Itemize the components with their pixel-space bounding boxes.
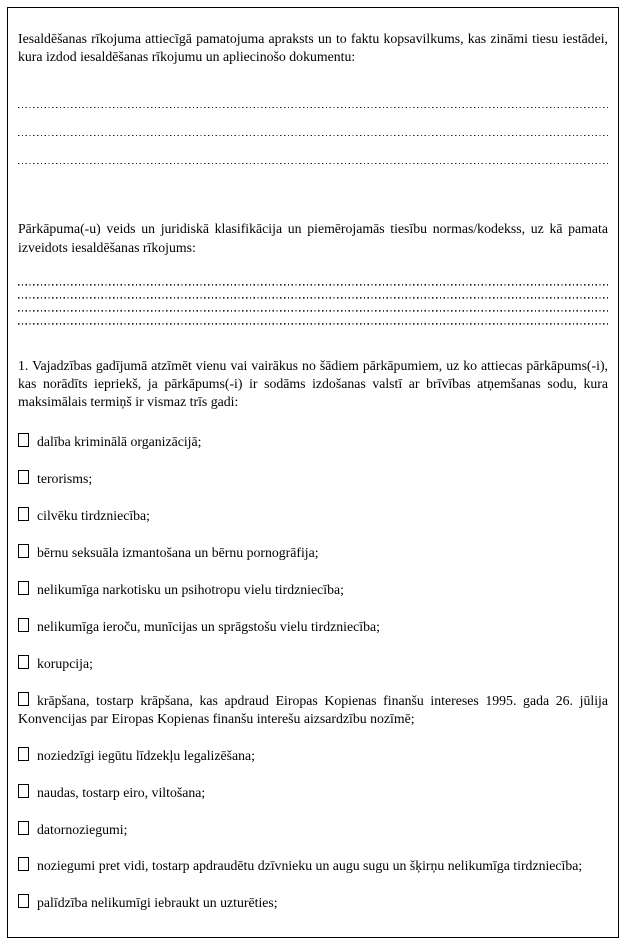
offense-item	[18, 692, 608, 728]
offense-item	[18, 784, 608, 802]
dotted-fill-line[interactable]	[18, 108, 608, 136]
section2-fill-area	[18, 273, 608, 325]
document-page	[7, 7, 619, 938]
offense-item	[18, 618, 608, 636]
offense-item	[18, 857, 608, 875]
offense-label: terorisms;	[37, 471, 93, 487]
offense-checklist	[18, 433, 608, 912]
checkbox-icon[interactable]	[18, 747, 29, 761]
offense-label: cilvēku tirdzniecība;	[37, 508, 151, 524]
offense-label: datornoziegumi;	[37, 821, 128, 837]
checkbox-icon[interactable]	[18, 692, 29, 706]
checkbox-icon[interactable]	[18, 544, 29, 558]
offense-label: nelikumīga ieroču, munīcijas un sprāgstošu vielu tirdzniecība;	[37, 619, 380, 635]
checkbox-icon[interactable]	[18, 821, 29, 835]
dotted-fill-line[interactable]	[18, 273, 608, 286]
dotted-fill-line[interactable]	[18, 286, 608, 299]
offense-label: bērnu seksuāla izmantošana un bērnu pornogrāfija;	[37, 545, 319, 561]
checkbox-icon[interactable]	[18, 507, 29, 521]
offense-item	[18, 655, 608, 673]
offense-label: dalība kriminālā organizācijā;	[37, 434, 202, 450]
spacer	[18, 411, 608, 433]
section1-fill-area	[18, 80, 608, 164]
dotted-fill-line[interactable]	[18, 80, 608, 108]
checkbox-icon[interactable]	[18, 784, 29, 798]
section1-heading: Iesaldēšanas rīkojuma attiecīgā pamatojuma apraksts un to faktu kopsavilkums, kas zināmi tiesu iestādei, kura izdod iesaldēšanas rīkojumu un apliecinošo dokumentu:	[18, 31, 608, 65]
offense-item	[18, 470, 608, 488]
offense-item	[18, 581, 608, 599]
offense-item	[18, 507, 608, 525]
offense-label: noziedzīgi iegūtu līdzekļu legalizēšana;	[37, 747, 255, 763]
dotted-fill-line[interactable]	[18, 136, 608, 164]
offense-item	[18, 821, 608, 839]
offense-label: nelikumīga narkotisku un psihotropu vielu tirdzniecība;	[37, 582, 344, 598]
spacer	[18, 325, 608, 357]
offense-label: noziegumi pret vidi, tostarp apdraudētu dzīvnieku un augu sugu un šķirņu nelikumīga tirdzniecība;	[37, 858, 583, 874]
section2-heading: Pārkāpuma(-u) veids un juridiskā klasifikācija un piemērojamās tiesību normas/kodekss, uz kā pamata izveidots iesaldēšanas rīkojums:	[18, 221, 608, 255]
checkbox-icon[interactable]	[18, 857, 29, 871]
checkbox-icon[interactable]	[18, 655, 29, 669]
offense-item	[18, 894, 608, 912]
offense-label: krāpšana, tostarp krāpšana, kas apdraud Eiropas Kopienas finanšu intereses 1995. gada 26. jūlija Konvencijas par Eiropas Kopienas finanšu interešu aizsardzību nozīmē;	[18, 692, 608, 726]
offense-item	[18, 747, 608, 765]
offense-label: palīdzība nelikumīgi iebraukt un uzturēties;	[37, 895, 278, 911]
dotted-fill-line[interactable]	[18, 312, 608, 325]
offense-label: naudas, tostarp eiro, viltošana;	[37, 784, 206, 800]
checkbox-icon[interactable]	[18, 894, 29, 908]
section3-intro: 1. Vajadzības gadījumā atzīmēt vienu vai vairākus no šādiem pārkāpumiem, uz ko attiecas pārkāpums(-i), kas norādīts iepriekš, ja pārkāpums(-i) ir sodāms izdošanas valstī ar brīvības atņemšanas sodu, kura maksimālais termiņš ir vismaz trīs gadi:	[18, 357, 608, 410]
offense-item	[18, 433, 608, 451]
dotted-fill-line[interactable]	[18, 299, 608, 312]
checkbox-icon[interactable]	[18, 433, 29, 447]
checkbox-icon[interactable]	[18, 618, 29, 632]
checkbox-icon[interactable]	[18, 581, 29, 595]
spacer	[18, 164, 608, 220]
offense-label: korupcija;	[37, 655, 93, 671]
offense-item	[18, 544, 608, 562]
checkbox-icon[interactable]	[18, 470, 29, 484]
